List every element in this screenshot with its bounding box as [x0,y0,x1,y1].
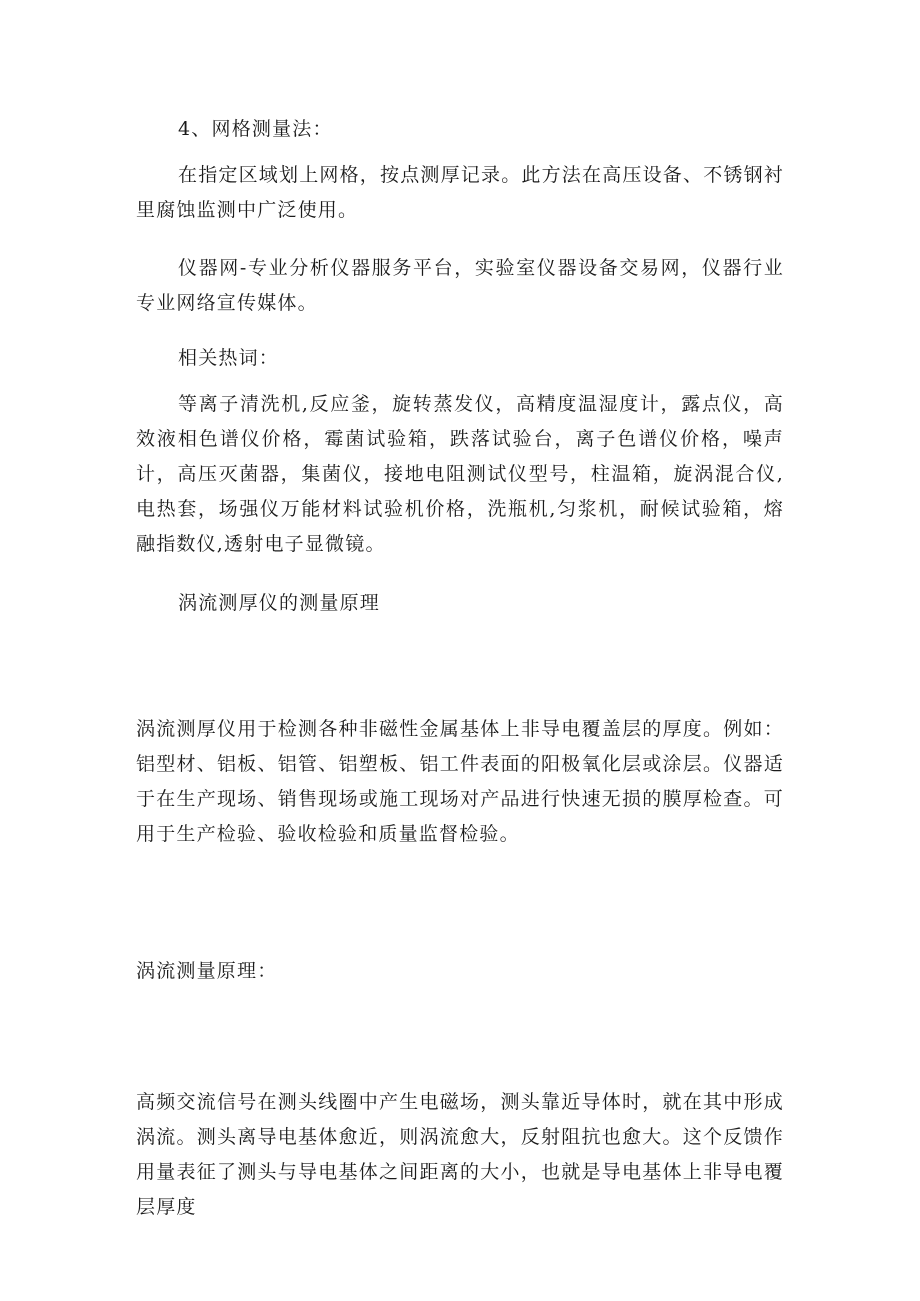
principle-paragraph: 高频交流信号在测头线圈中产生电磁场，测头靠近导体时，就在其中形成涡流。测头离导电基体愈近，则涡流愈大，反射阻抗也愈大。这个反馈作用量表征了测头与导电基体之间距离的大小，也就是导电基体上非导电覆层厚度 [136,1091,784,1218]
principle-heading: 涡流测量原理： [136,960,278,982]
section-4-body: 在指定区域划上网格，按点测厚记录。此方法在高压设备、不锈钢衬里腐蚀监测中广泛使用。 [136,164,785,221]
keywords-label: 相关热词： [178,347,280,369]
section-4-heading: 4、网格测量法： [178,118,333,140]
article-intro-paragraph: 涡流测厚仪用于检测各种非磁性金属基体上非导电覆盖层的厚度。例如：铝型材、铝板、铝管、铝塑板、铝工件表面的阳极氧化层或涂层。仪器适于在生产现场、销售现场或施工现场对产品进行快速无损的膜厚检查。可用于生产检验、验收检验和质量监督检验。 [136,718,784,845]
site-intro-paragraph: 仪器网-专业分析仪器服务平台，实验室仪器设备交易网，仪器行业专业网络宣传媒体。 [136,257,784,314]
keywords-paragraph: 等离子清洗机,反应釜，旋转蒸发仪，高精度温湿度计，露点仪，高效液相色谱仪价格，霉菌试验箱，跌落试验台，离子色谱仪价格，噪声计，高压灭菌器，集菌仪，接地电阻测试仪型号，柱温箱，旋涡混合仪,电热套，场强仪万能材料试验机价格，洗瓶机,匀浆机，耐候试验箱，熔融指数仪,透射电子显微镜。 [136,393,784,555]
article-title: 涡流测厚仪的测量原理 [178,592,381,614]
